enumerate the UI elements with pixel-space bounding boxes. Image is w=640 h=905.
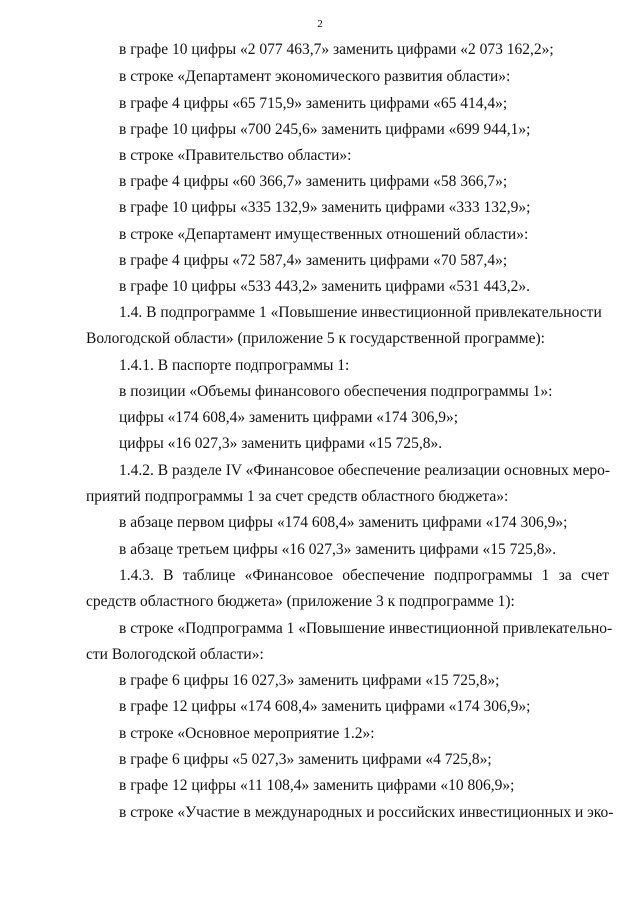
text-line: цифры «174 608,4» заменить цифрами «174 306,9»; xyxy=(119,409,459,426)
text-line: в графе 10 цифры «533 443,2» заменить цифрами «531 443,2». xyxy=(119,278,531,295)
text-line: цифры «16 027,3» заменить цифрами «15 725,8». xyxy=(119,435,443,452)
text-line: в графе 10 цифры «700 245,6» заменить цифрами «699 944,1»; xyxy=(119,121,531,138)
text-line: в абзаце третьем цифры «16 027,3» заменить цифрами «15 725,8». xyxy=(119,541,557,558)
text-line: 1.4. В подпрограмме 1 «Повышение инвестиционной привлекательности xyxy=(119,304,602,321)
text-line: Вологодской области» (приложение 5 к государственной программе): xyxy=(86,330,545,347)
text-line: 1.4.3. В таблице «Финансовое обеспечение подпрограммы 1 за счет xyxy=(119,567,609,584)
text-line: 1.4.2. В разделе IV «Финансовое обеспечение реализации основных меро- xyxy=(119,462,611,479)
text-line: в графе 6 цифры «5 027,3» заменить цифрами «4 725,8»; xyxy=(119,751,492,768)
text-line: в позиции «Объемы финансового обеспечения подпрограммы 1»: xyxy=(119,383,553,400)
text-line: средств областного бюджета» (приложение 3 к подпрограмме 1): xyxy=(86,593,515,610)
text-line: в абзаце первом цифры «174 608,4» заменить цифрами «174 306,9»; xyxy=(119,514,568,531)
text-line: в строке «Участие в международных и российских инвестиционных и эко- xyxy=(119,804,614,821)
text-line: сти Вологодской области»: xyxy=(86,646,264,663)
text-line: в графе 6 цифры 16 027,3» заменить цифрами «15 725,8»; xyxy=(119,672,500,689)
text-line: в графе 12 цифры «11 108,4» заменить цифрами «10 806,9»; xyxy=(119,777,515,794)
text-line: 1.4.1. В паспорте подпрограммы 1: xyxy=(119,357,350,374)
text-line: в строке «Департамент экономического развития области»: xyxy=(119,68,511,85)
text-line: в графе 4 цифры «72 587,4» заменить цифрами «70 587,4»; xyxy=(119,252,508,269)
text-line: в строке «Подпрограмма 1 «Повышение инвестиционной привлекательно- xyxy=(119,620,613,637)
text-line: в строке «Правительство области»: xyxy=(119,147,352,164)
text-line: в графе 12 цифры «174 608,4» заменить цифрами «174 306,9»; xyxy=(119,698,531,715)
text-line: приятий подпрограммы 1 за счет средств областного бюджета»: xyxy=(86,488,509,505)
text-line: в строке «Основное мероприятие 1.2»: xyxy=(119,725,375,742)
text-line: в графе 4 цифры «65 715,9» заменить цифрами «65 414,4»; xyxy=(119,95,508,112)
text-line: в графе 10 цифры «335 132,9» заменить цифрами «333 132,9»; xyxy=(119,199,531,216)
text-line: в строке «Департамент имущественных отношений области»: xyxy=(119,226,529,243)
page-number: 2 xyxy=(317,18,323,30)
text-line: в графе 4 цифры «60 366,7» заменить цифрами «58 366,7»; xyxy=(119,173,508,190)
text-line: в графе 10 цифры «2 077 463,7» заменить цифрами «2 073 162,2»; xyxy=(119,41,554,58)
